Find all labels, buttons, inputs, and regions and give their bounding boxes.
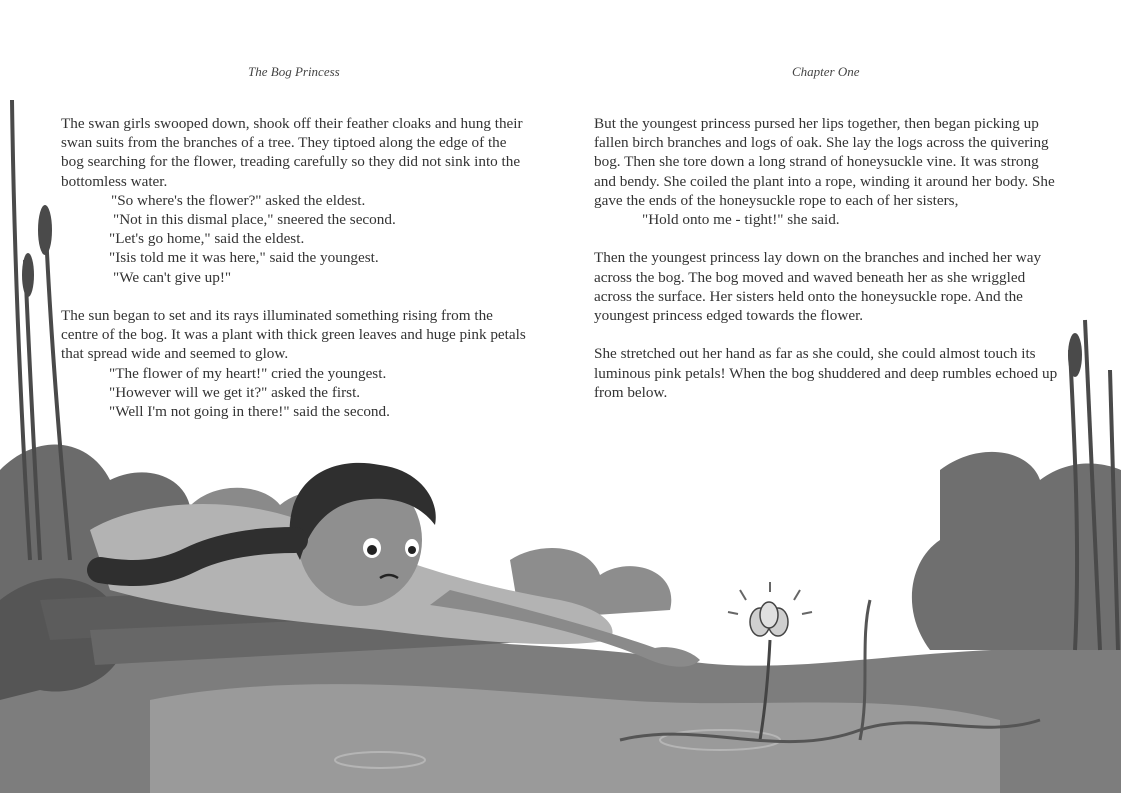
- dialogue-line: "Not in this dismal place," sneered the second.: [113, 211, 396, 229]
- dialogue-line: "The flower of my heart!" cried the youngest.: [109, 364, 387, 382]
- dialogue-line: "So where's the flower?" asked the eldest.: [111, 191, 366, 209]
- paragraph: She stretched out her hand as far as she could, she could almost touch its luminous pink petals! When the bog shuddered and deep rumbles echoed up from below.: [594, 345, 1058, 401]
- paragraph: Then the youngest princess lay down on the branches and inched her way across the bog. The bog moved and waved beneath her as she wriggled across the surface. Her sisters held onto the honeysuckle rope. And the youngest princess edged towards the flower.: [594, 249, 1042, 325]
- flower-petal: [760, 602, 778, 628]
- princess-pupil: [408, 546, 416, 554]
- right-page-text: [594, 114, 1064, 402]
- left-page-text: [61, 114, 531, 421]
- princess-pupil: [367, 545, 377, 555]
- cattail: [22, 253, 34, 297]
- dialogue-line: "However will we get it?" asked the first.: [109, 383, 361, 401]
- left-page-header: The Bog Princess: [248, 64, 340, 79]
- right-page-header: Chapter One: [792, 64, 860, 79]
- dialogue-line: "Well I'm not going in there!" said the second.: [109, 403, 390, 421]
- right-bush: [912, 452, 1121, 650]
- paragraph: The swan girls swooped down, shook off their feather cloaks and hung their swan suits from the branches of a tree. They tiptoed along the edge of the bog searching for the flower, treading carefully so they did not sink into the bottomless water.: [61, 115, 523, 190]
- dialogue-line: "We can't give up!": [113, 268, 232, 286]
- paragraph: But the youngest princess pursed her lips together, then began picking up fallen birch branches and logs of oak. She lay the logs across the quivering bog. Then she tore down a long strand of honeysuckle vine. It was strong and bendy. She coiled the plant into a rope, winding it around her body. She gave the ends of the honeysuckle rope to each of her sisters,: [594, 115, 1055, 209]
- cattail: [1068, 333, 1082, 377]
- paragraph: The sun began to set and its rays illuminated something rising from the centre of the bog. It was a plant with thick green leaves and huge pink petals that spread wide and seemed to glow.: [61, 307, 526, 363]
- dialogue-line: "Let's go home," said the eldest.: [109, 230, 305, 248]
- dialogue-line: "Hold onto me - tight!" she said.: [642, 211, 840, 229]
- cattail: [38, 205, 52, 255]
- dialogue-line: "Isis told me it was here," said the youngest.: [109, 249, 379, 267]
